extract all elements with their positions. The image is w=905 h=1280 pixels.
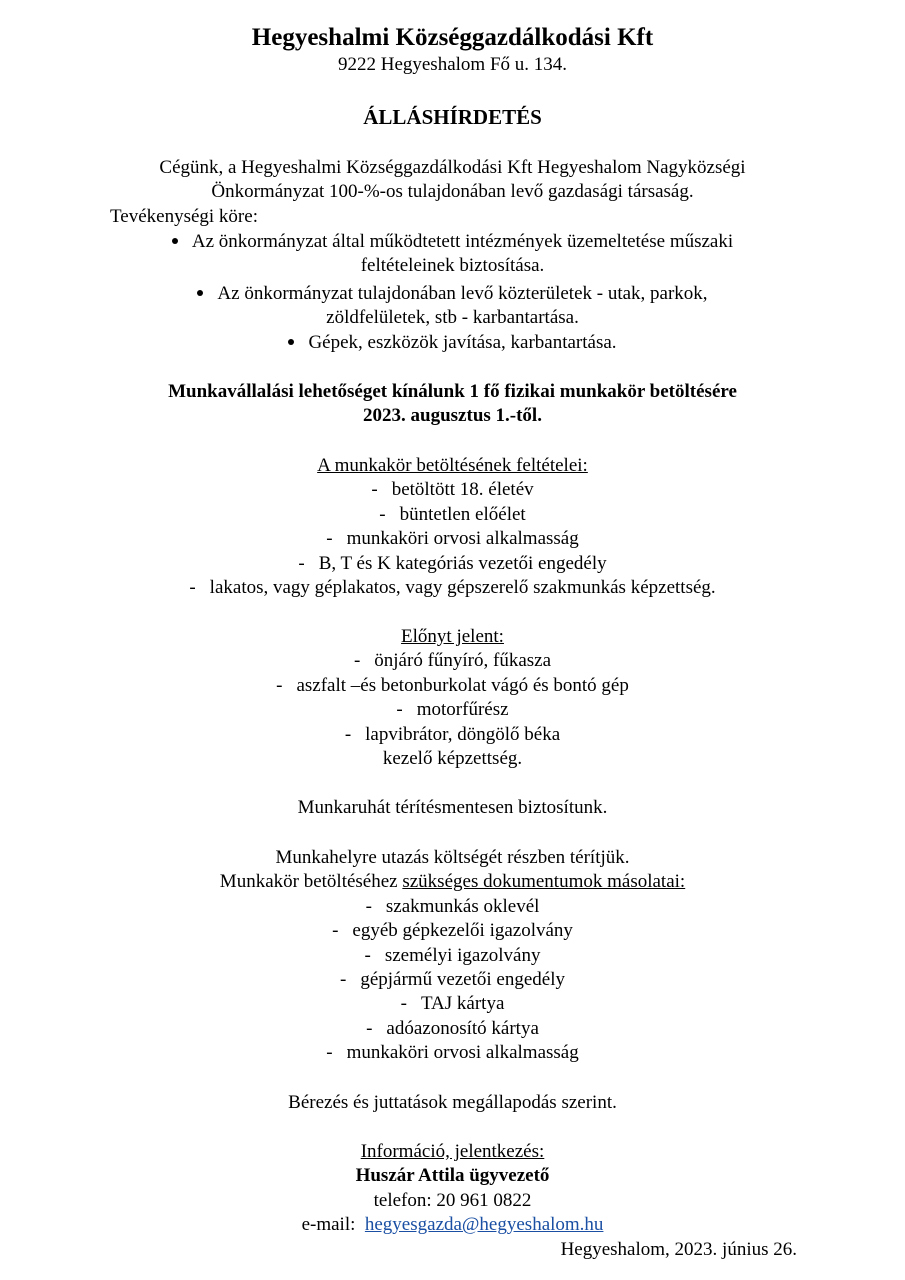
intro-line-2: Önkormányzat 100-%-os tulajdonában levő gazdasági társaság. [211, 181, 694, 203]
list-item: - betöltött 18. életév [371, 479, 534, 501]
list-item: - aszfalt –és betonburkolat vágó és bontó gép [276, 674, 629, 696]
contact-name: Huszár Attila ügyvezető [355, 1165, 550, 1187]
company-address: 9222 Hegyeshalom Fő u. 134. [337, 54, 568, 75]
bullet-icon [172, 238, 178, 244]
list-item: - lakatos, vagy géplakatos, vagy gépszerelő szakmunkás képzettség. [189, 577, 716, 599]
contact-section [0, 1140, 905, 1238]
list-item: - személyi igazolvány [364, 944, 541, 966]
list-item: - önjáró fűnyíró, fűkasza [353, 650, 552, 672]
bullet-icon [288, 339, 294, 345]
contact-email-line: e-mail: hegyesgazda@hegyeshalom.hu [301, 1214, 604, 1236]
list-item: - TAJ kártya [400, 993, 505, 1015]
activity-label: Tevékenységi köre: [110, 206, 258, 227]
advantage-section [0, 625, 905, 771]
activity-bullet-3: Gépek, eszközök javítása, karbantartása. [0, 331, 905, 355]
list-item: - adóazonosító kártya [366, 1017, 539, 1039]
advantage-heading: Előnyt jelent: [401, 626, 504, 647]
intro-paragraph [0, 156, 905, 205]
clothing-note: Munkaruhát térítésmentesen biztosítunk. [297, 797, 608, 818]
activity-bullet-1: Az önkormányzat által működtetett intézmények üzemeltetése műszaki feltételeinek biztosítása. [0, 230, 905, 279]
advantage-suffix: kezelő képzettség. [382, 748, 523, 770]
list-item: - motorfűrész [396, 699, 509, 721]
contact-phone: telefon: 20 961 0822 [373, 1189, 532, 1211]
list-item: - munkaköri orvosi alkalmasság [326, 528, 579, 550]
salary-note: Bérezés és juttatások megállapodás szerint. [288, 1092, 617, 1113]
job-offer: Munkavállalási lehetőséget kínálunk 1 fő fizikai munkakör betöltésére 2023. augusztus 1.-től. [168, 381, 737, 427]
place-and-date: Hegyeshalom, 2023. június 26. [560, 1239, 797, 1260]
contact-heading: Információ, jelentkezés: [360, 1141, 545, 1162]
document-heading: ÁLLÁSHÍRDETÉS [363, 105, 542, 129]
intro-line-1: Cégünk, a Hegyeshalmi Községgazdálkodási Kft Hegyeshalom Nagyközségi [159, 157, 746, 178]
company-name: Hegyeshalmi Községgazdálkodási Kft [251, 24, 654, 51]
travel-note: Munkahelyre utazás költségét részben térítjük. [275, 847, 630, 868]
documents-section [0, 846, 905, 1066]
list-item: - gépjármű vezetői engedély [339, 969, 565, 991]
list-item: - munkaköri orvosi alkalmasság [326, 1042, 579, 1064]
list-item: - lapvibrátor, döngölő béka [344, 723, 561, 745]
activity-bullet-2: Az önkormányzat tulajdonában levő közterületek - utak, parkok, zöldfelületek, stb - karbantartása. [0, 282, 905, 331]
documents-heading: Munkakör betöltéséhez szükséges dokumentumok másolatai: [219, 871, 686, 893]
requirements-heading: A munkakör betöltésének feltételei: [317, 455, 588, 476]
bullet-icon [197, 290, 203, 296]
list-item: - szakmunkás oklevél [365, 895, 540, 917]
list-item: - büntetlen előélet [379, 503, 526, 525]
list-item: - egyéb gépkezelői igazolvány [332, 920, 573, 942]
requirements-section [0, 454, 905, 600]
list-item: - B, T és K kategóriás vezetői engedély [298, 552, 607, 574]
email-link[interactable]: hegyesgazda@hegyeshalom.hu [364, 1214, 604, 1236]
